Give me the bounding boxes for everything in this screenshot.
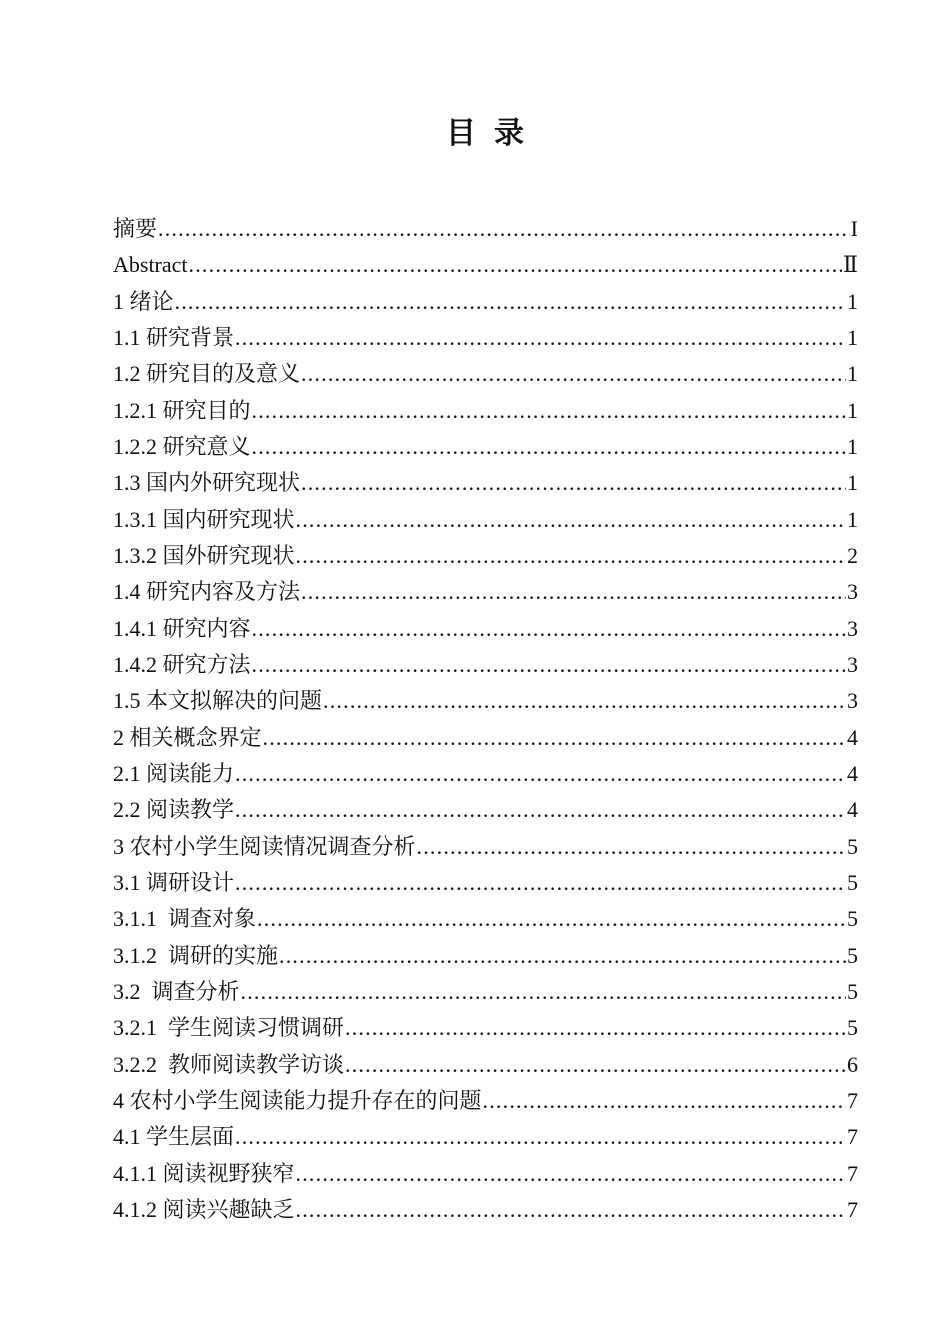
toc-entry[interactable]: [113, 1010, 858, 1046]
toc-page-number: 1: [847, 470, 858, 496]
toc-entry[interactable]: [113, 211, 858, 247]
toc-list: [113, 211, 858, 1228]
toc-entry-label: 3.2.1 学生阅读习惯调研: [113, 1015, 345, 1041]
toc-entry-label: 1.3.1 国内研究现状: [113, 506, 295, 532]
toc-page-number: 6: [847, 1051, 858, 1077]
toc-page-number: 7: [847, 1160, 858, 1186]
toc-entry-label: 1.2 研究目的及意义: [113, 361, 301, 387]
toc-page-number: 3: [847, 688, 858, 714]
toc-page-number: 1: [847, 288, 858, 314]
toc-entry-label: 1.4.1 研究内容: [113, 615, 251, 641]
toc-entry[interactable]: [113, 465, 858, 501]
toc-entry-label: Abstract: [113, 252, 188, 278]
toc-dot-leader: [235, 792, 846, 828]
toc-entry[interactable]: [113, 974, 858, 1010]
toc-entry-label: 4.1.2 阅读兴趣缺乏: [113, 1196, 295, 1222]
page-title: 目 录: [446, 117, 525, 150]
toc-entry-label: 2.1 阅读能力: [113, 760, 235, 786]
toc-page-number: 7: [847, 1087, 858, 1113]
toc-dot-leader: [483, 1083, 846, 1119]
toc-page-number: 4: [847, 724, 858, 750]
toc-entry-label: 2 相关概念界定: [113, 724, 262, 750]
toc-entry[interactable]: [113, 1047, 858, 1083]
toc-entry[interactable]: [113, 938, 858, 974]
toc-entry[interactable]: [113, 538, 858, 574]
toc-dot-leader: [235, 865, 846, 901]
toc-entry[interactable]: [113, 1192, 858, 1228]
toc-entry[interactable]: [113, 1156, 858, 1192]
toc-entry-label: 1.2.1 研究目的: [113, 397, 251, 423]
toc-page-number: 4: [847, 797, 858, 823]
toc-entry-label: 1.1 研究背景: [113, 324, 235, 350]
toc-entry-label: 1.5 本文拟解决的问题: [113, 688, 323, 714]
toc-page-number: 1: [847, 361, 858, 387]
toc-dot-leader: [252, 611, 846, 647]
toc-dot-leader: [345, 1047, 846, 1083]
toc-entry-label: 3.2.2 教师阅读教学访谈: [113, 1051, 345, 1077]
toc-page-number: Ⅱ: [843, 252, 858, 278]
toc-dot-leader: [301, 356, 846, 392]
toc-dot-leader: [345, 1010, 846, 1046]
toc-dot-leader: [263, 720, 846, 756]
toc-entry-label: 1.4.2 研究方法: [113, 651, 251, 677]
toc-entry[interactable]: [113, 683, 858, 719]
toc-entry[interactable]: [113, 356, 858, 392]
toc-entry[interactable]: [113, 756, 858, 792]
toc-entry-label: 2.2 阅读教学: [113, 797, 235, 823]
toc-page-number: 5: [847, 869, 858, 895]
toc-entry-label: 3.1.1 调查对象: [113, 906, 257, 932]
toc-dot-leader: [235, 756, 846, 792]
toc-entry[interactable]: [113, 429, 858, 465]
toc-entry-label: 1.4 研究内容及方法: [113, 579, 301, 605]
toc-entry[interactable]: [113, 247, 858, 283]
toc-entry-label: 1.3 国内外研究现状: [113, 470, 301, 496]
toc-dot-leader: [189, 247, 843, 283]
toc-dot-leader: [301, 465, 846, 501]
toc-entry[interactable]: [113, 901, 858, 937]
toc-entry[interactable]: [113, 393, 858, 429]
toc-dot-leader: [241, 974, 846, 1010]
toc-page-number: 5: [847, 942, 858, 968]
toc-entry[interactable]: [113, 720, 858, 756]
toc-dot-leader: [252, 429, 846, 465]
toc-page-number: 5: [847, 1015, 858, 1041]
toc-dot-leader: [175, 284, 846, 320]
toc-page-number: 4: [847, 760, 858, 786]
toc-page-number: 3: [847, 579, 858, 605]
toc-entry-label: 摘要: [113, 216, 158, 241]
toc-entry-label: 1 绪论: [113, 288, 174, 314]
toc-page-number: 1: [847, 324, 858, 350]
toc-page-number: 1: [847, 397, 858, 423]
toc-dot-leader: [235, 1119, 846, 1155]
toc-page-number: 7: [847, 1124, 858, 1150]
toc-entry[interactable]: [113, 647, 858, 683]
toc-entry[interactable]: [113, 574, 858, 610]
toc-page-number: 3: [847, 615, 858, 641]
toc-entry[interactable]: [113, 611, 858, 647]
toc-dot-leader: [158, 211, 850, 247]
toc-entry-label: 1.3.2 国外研究现状: [113, 542, 295, 568]
toc-dot-leader: [257, 901, 846, 937]
toc-entry[interactable]: [113, 284, 858, 320]
toc-entry-label: 4.1 学生层面: [113, 1124, 235, 1150]
toc-entry[interactable]: [113, 792, 858, 828]
toc-page-number: 3: [847, 651, 858, 677]
toc-entry[interactable]: [113, 320, 858, 356]
toc-dot-leader: [279, 938, 846, 974]
toc-entry-label: 3.1.2 调研的实施: [113, 942, 279, 968]
toc-page-number: 5: [847, 978, 858, 1004]
toc-dot-leader: [252, 647, 846, 683]
toc-dot-leader: [235, 320, 846, 356]
toc-dot-leader: [296, 1192, 846, 1228]
toc-dot-leader: [417, 829, 846, 865]
toc-dot-leader: [296, 538, 846, 574]
toc-entry[interactable]: [113, 1083, 858, 1119]
toc-page-number: 7: [847, 1196, 858, 1222]
toc-entry[interactable]: [113, 865, 858, 901]
toc-page-number: 1: [847, 506, 858, 532]
toc-entry[interactable]: [113, 1119, 858, 1155]
toc-page-number: 2: [847, 542, 858, 568]
toc-page-number: 5: [847, 833, 858, 859]
toc-entry-label: 3.2 调查分析: [113, 978, 240, 1004]
toc-dot-leader: [296, 502, 846, 538]
toc-entry-label: 4 农村小学生阅读能力提升存在的问题: [113, 1087, 482, 1113]
toc-entry-label: 3.1 调研设计: [113, 869, 235, 895]
toc-dot-leader: [252, 393, 846, 429]
toc-page-number: I: [850, 216, 858, 241]
toc-entry-label: 3 农村小学生阅读情况调查分析: [113, 833, 416, 859]
toc-dot-leader: [296, 1156, 846, 1192]
toc-entry-label: 1.2.2 研究意义: [113, 433, 251, 459]
toc-entry[interactable]: [113, 502, 858, 538]
toc-entry-label: 4.1.1 阅读视野狭窄: [113, 1160, 295, 1186]
toc-dot-leader: [323, 683, 846, 719]
toc-dot-leader: [301, 574, 846, 610]
toc-page-number: 5: [847, 906, 858, 932]
toc-page-number: 1: [847, 433, 858, 459]
toc-entry[interactable]: [113, 829, 858, 865]
